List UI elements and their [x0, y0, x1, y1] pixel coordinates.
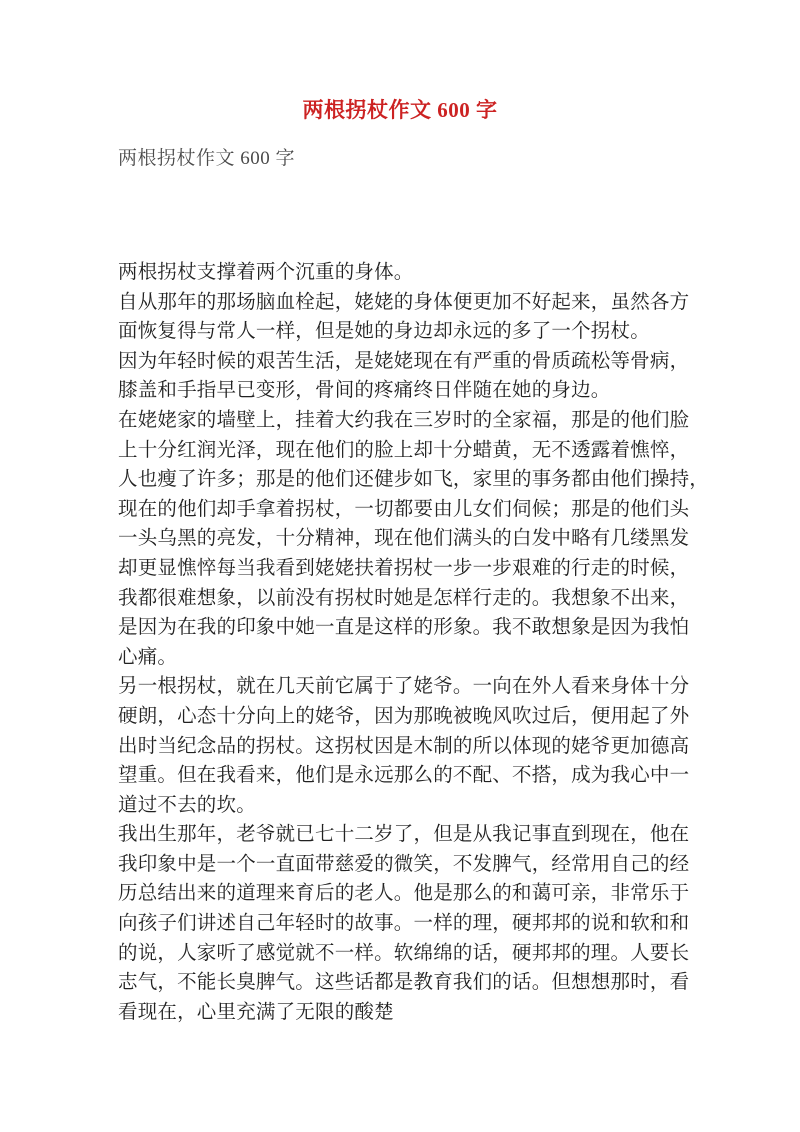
- essay-line: 的说，人家听了感觉就不一样。软绵绵的话，硬邦邦的理。人要长: [118, 942, 690, 964]
- essay-line: 面恢复得与常人一样，但是她的身边却永远的多了一个拐杖。: [118, 321, 650, 343]
- essay-line: 现在的他们却手拿着拐杖，一切都要由儿女们伺候；那是的他们头: [118, 498, 690, 520]
- essay-line: 望重。但在我看来，他们是永远那么的不配、不搭，成为我心中一: [118, 765, 690, 787]
- essay-line: 另一根拐杖，就在几天前它属于了姥爷。一向在外人看来身体十分: [118, 676, 690, 698]
- essay-line: 膝盖和手指早已变形，骨间的疼痛终日伴随在她的身边。: [118, 380, 611, 402]
- essay-line: 自从那年的那场脑血栓起，姥姥的身体便更加不好起来，虽然各方: [118, 291, 690, 313]
- essay-line: 人也瘦了许多；那是的他们还健步如飞，家里的事务都由他们操持，: [118, 469, 710, 491]
- essay-line: 看现在，心里充满了无限的酸楚: [118, 1001, 394, 1023]
- essay-line: 向孩子们讲述自己年轻时的故事。一样的理，硬邦邦的说和软和和: [118, 913, 690, 935]
- essay-line: 道过不去的坎。: [118, 794, 256, 816]
- essay-body: [118, 258, 718, 1027]
- essay-line: 我都很难想象，以前没有拐杖时她是怎样行走的。我想象不出来，: [118, 587, 690, 609]
- page-subtitle: 两根拐杖作文 600 字: [118, 148, 296, 169]
- essay-line: 却更显憔悴每当我看到姥姥扶着拐杖一步一步艰难的行走的时候，: [118, 557, 690, 579]
- essay-line: 上十分红润光泽，现在他们的脸上却十分蜡黄，无不透露着憔悴，: [118, 439, 690, 461]
- page-title: 两根拐杖作文 600 字: [302, 98, 498, 122]
- essay-line: 志气，不能长臭脾气。这些话都是教育我们的话。但想想那时，看: [118, 972, 690, 994]
- essay-line: 出时当纪念品的拐杖。这拐杖因是木制的所以体现的姥爷更加德高: [118, 735, 690, 757]
- essay-line: 历总结出来的道理来育后的老人。他是那么的和蔼可亲，非常乐于: [118, 883, 690, 905]
- essay-line: 两根拐杖支撑着两个沉重的身体。: [118, 262, 414, 283]
- essay-line: 心痛。: [118, 646, 178, 668]
- essay-line: 一头乌黑的亮发，十分精神，现在他们满头的白发中略有几缕黑发: [118, 528, 690, 550]
- essay-line: 硬朗，心态十分向上的姥爷，因为那晚被晚风吹过后，便用起了外: [118, 705, 690, 727]
- essay-line: 在姥姥家的墙壁上，挂着大约我在三岁时的全家福，那是的他们脸: [118, 409, 690, 431]
- essay-line: 我印象中是一个一直面带慈爱的微笑，不发脾气，经常用自己的经: [118, 853, 690, 875]
- essay-line: 因为年轻时候的艰苦生活，是姥姥现在有严重的骨质疏松等骨病，: [118, 350, 690, 372]
- essay-line: 是因为在我的印象中她一直是这样的形象。我不敢想象是因为我怕: [118, 617, 690, 639]
- essay-line: 我出生那年，老爷就已七十二岁了，但是从我记事直到现在，他在: [118, 824, 690, 846]
